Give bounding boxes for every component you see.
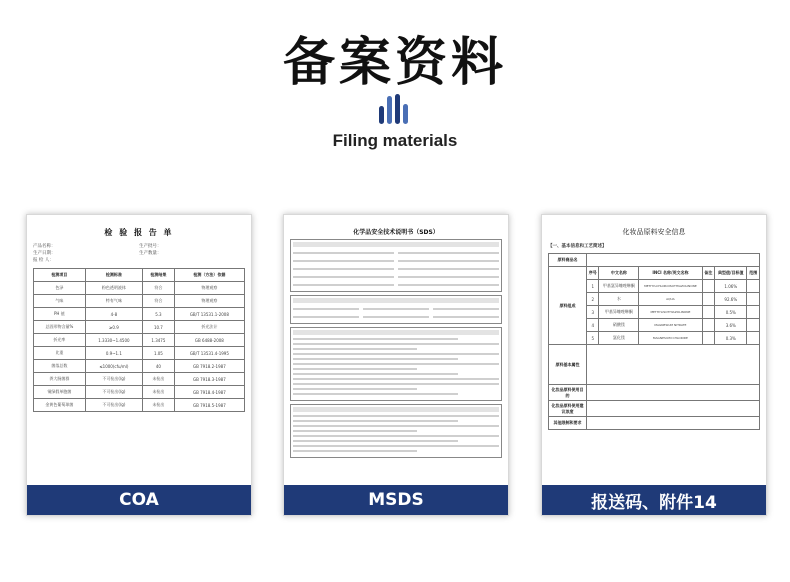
filing-row-label: 化妆品原料使用建议浓度 xyxy=(549,401,587,417)
table-cell: AQUA xyxy=(639,293,702,306)
filing-row-label: 化妆品原料使用目的 xyxy=(549,385,587,401)
table-cell: 物理观察 xyxy=(174,295,244,308)
coa-label: COA xyxy=(27,485,251,515)
msds-label: MSDS xyxy=(284,485,508,515)
table-row xyxy=(34,386,245,399)
table-cell: 符合 xyxy=(143,282,175,295)
filing-code-label: 报送码、附件14 xyxy=(542,485,766,515)
table-cell: 硝酸镁 xyxy=(599,319,639,332)
table-cell: METHYLCHLOROISOTHIAZOLINONE xyxy=(639,280,702,293)
table-cell: GB/T 13531.4-1995 xyxy=(174,347,244,360)
table-cell: GB 7918.2-1987 xyxy=(174,360,244,373)
table-cell: 气味 xyxy=(34,295,86,308)
table-row xyxy=(34,347,245,360)
table-cell: 折光法计 xyxy=(174,321,244,334)
filing-row-label: 原料组成 xyxy=(549,267,587,345)
table-cell: 0.3% xyxy=(715,332,747,345)
filing-table xyxy=(548,253,760,430)
table-row xyxy=(34,360,245,373)
msds-section xyxy=(290,404,502,458)
table-row xyxy=(34,295,245,308)
msds-section xyxy=(290,239,502,292)
table-cell: 未检出 xyxy=(143,399,175,412)
filing-row-label: 原料基本属性 xyxy=(549,345,587,385)
brand-logo-icon xyxy=(379,94,411,124)
table-cell: 不可检出(/g) xyxy=(85,373,142,386)
filing-row-label: 其他限制和要求 xyxy=(549,417,587,430)
table-cell: GB 7918.3-1987 xyxy=(174,373,244,386)
table-cell: 1 xyxy=(586,280,599,293)
table-cell: 比重 xyxy=(34,347,86,360)
table-cell: METHYLISOTHIAZOLINONE xyxy=(639,306,702,319)
table-cell: GB 7918.4-1987 xyxy=(174,386,244,399)
filing-code-card[interactable] xyxy=(541,214,767,516)
table-row xyxy=(34,321,245,334)
table-cell: 3.6% xyxy=(715,319,747,332)
table-cell: 1.05 xyxy=(143,347,175,360)
table-cell: 1.3475 xyxy=(143,334,175,347)
coa-meta: 产品名称： xyxy=(33,244,56,249)
msds-card[interactable] xyxy=(283,214,509,516)
filing-table-header: INCI 名称/英文名称 xyxy=(639,267,702,280)
filing-table-header: 备注 xyxy=(702,267,715,280)
table-cell: MAGNESIUM CHLORIDE xyxy=(639,332,702,345)
table-cell: 5 xyxy=(586,332,599,345)
table-cell: GB/T 13531.1-2008 xyxy=(174,308,244,321)
table-cell: 物理观察 xyxy=(174,282,244,295)
table-cell: GB 7918.5-1987 xyxy=(174,399,244,412)
coa-table-header: 检测项目 xyxy=(34,269,86,282)
table-cell: 甲基氯异噻唑啉酮 xyxy=(599,280,639,293)
coa-table-header: 检测结果 xyxy=(143,269,175,282)
table-cell: 菌落总数 xyxy=(34,360,86,373)
filing-row-label: 原料商品名 xyxy=(549,254,587,267)
filing-table-header: 典型值/目标值 xyxy=(715,267,747,280)
table-cell: 10.7 xyxy=(143,321,175,334)
table-cell: 水 xyxy=(599,293,639,306)
table-cell: 92.6% xyxy=(715,293,747,306)
filing-table-header: 中文名称 xyxy=(599,267,639,280)
table-cell: 甲基异噻唑啉酮 xyxy=(599,306,639,319)
table-cell: 总固形物含量% xyxy=(34,321,86,334)
table-cell: 氯化镁 xyxy=(599,332,639,345)
msds-section xyxy=(290,327,502,401)
table-row xyxy=(34,282,245,295)
table-row xyxy=(34,334,245,347)
table-cell: 0.5% xyxy=(715,306,747,319)
table-cell: 折光率 xyxy=(34,334,86,347)
table-cell: MAGNESIUM NITRATE xyxy=(639,319,702,332)
coa-meta: 生产日期： xyxy=(33,251,56,256)
page-title: 备案资料 xyxy=(282,33,507,93)
table-cell: 色泽 xyxy=(34,282,86,295)
filing-section-title: 【一、基本信息和工艺简述】 xyxy=(548,244,607,249)
table-cell: 0.9~1.1 xyxy=(85,347,142,360)
table-cell: 铜绿假单胞菌 xyxy=(34,386,86,399)
coa-table-header: 检测标准 xyxy=(85,269,142,282)
table-cell: 金黄色葡萄球菌 xyxy=(34,399,86,412)
filing-doc-title: 化妆品原料安全信息 xyxy=(622,228,686,236)
table-cell: 特有气味 xyxy=(85,295,142,308)
table-cell: 1.06% xyxy=(715,280,747,293)
table-cell: 1.3330~1.4500 xyxy=(85,334,142,347)
table-cell: 4 xyxy=(586,319,599,332)
filing-table-header: 范围 xyxy=(747,267,760,280)
coa-table-header: 检测（方法）依据 xyxy=(174,269,244,282)
coa-doc-title: 检 验 报 告 单 xyxy=(104,228,174,237)
filing-code-document xyxy=(548,223,760,479)
coa-table xyxy=(33,268,245,412)
table-cell: 不可检出(/g) xyxy=(85,399,142,412)
table-row xyxy=(34,308,245,321)
msds-document xyxy=(290,223,502,479)
table-cell: 40 xyxy=(143,360,175,373)
table-cell: 未检出 xyxy=(143,373,175,386)
table-cell: PH 值 xyxy=(34,308,86,321)
table-cell: GB 6488-2008 xyxy=(174,334,244,347)
table-cell: 5.3 xyxy=(143,308,175,321)
table-cell: 粪大肠菌群 xyxy=(34,373,86,386)
table-cell: 3 xyxy=(586,306,599,319)
table-cell: 粉色透明液体 xyxy=(85,282,142,295)
table-row xyxy=(34,373,245,386)
table-cell: 4-8 xyxy=(85,308,142,321)
table-cell: 未检出 xyxy=(143,386,175,399)
coa-card[interactable] xyxy=(26,214,252,516)
msds-section xyxy=(290,295,502,324)
table-cell: ≥0.9 xyxy=(85,321,142,334)
table-row xyxy=(34,399,245,412)
coa-meta: 生产批号： xyxy=(139,244,162,249)
table-cell: 2 xyxy=(586,293,599,306)
coa-meta: 报 检 人： xyxy=(33,258,54,263)
table-cell: ≤1000(cfu/ml) xyxy=(85,360,142,373)
table-cell: 不可检出(/g) xyxy=(85,386,142,399)
table-cell: 符合 xyxy=(143,295,175,308)
msds-doc-title: 化学品安全技术说明书（SDS） xyxy=(353,229,439,236)
filing-table-header: 序号 xyxy=(586,267,599,280)
coa-document xyxy=(33,223,245,479)
coa-meta: 生产数量： xyxy=(139,251,162,256)
page-subtitle: Filing materials xyxy=(332,131,458,150)
